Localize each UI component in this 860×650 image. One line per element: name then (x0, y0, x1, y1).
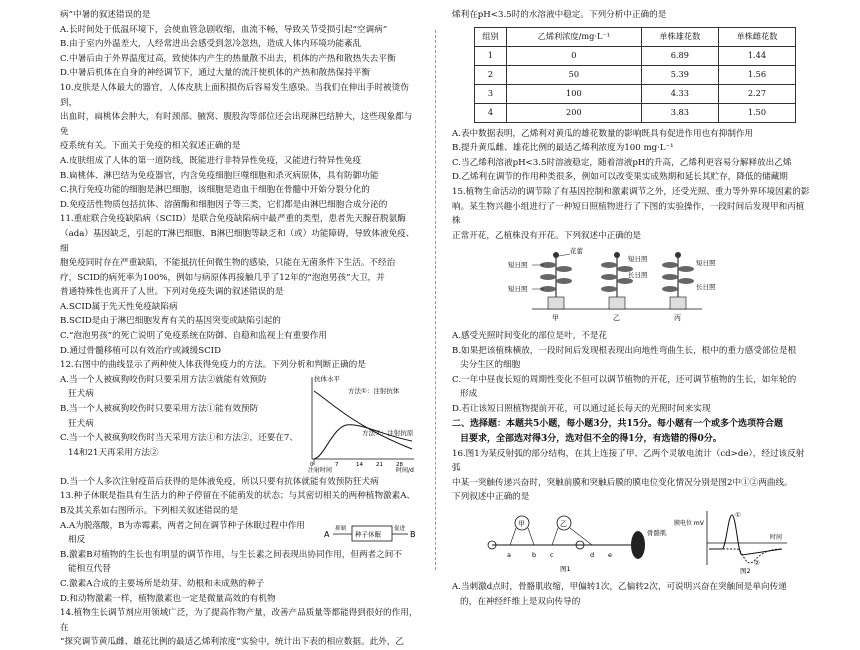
table-row (475, 84, 796, 103)
q15-stem: 正常开花，乙植株没有开花。下列叙述中正确的是 (452, 230, 642, 241)
q13-option-a: A.A为脱落酸，B为赤霉素，两者之间在调节种子休眠过程中作用 (60, 520, 305, 531)
y-axis-label: 抗体水平 (314, 374, 340, 383)
table-header: 单株雌花数 (718, 27, 795, 46)
point-c: c (550, 550, 554, 559)
short-day-label-4: 短日照 (696, 259, 716, 268)
q15-option-d: D.若让该短日照植物提前开花，可以通过延长每天的光照时间来实现 (452, 403, 711, 414)
muscle-label: 骨骼肌 (647, 528, 667, 537)
table-row (475, 65, 796, 84)
tick-0: 0 (310, 461, 314, 468)
q11-option-b: B.SCID是由于淋巴细胞发育有关的基因突变或缺陷引起的 (60, 316, 281, 327)
method2-label: 方法②：注射抗原 (362, 428, 414, 437)
left-column (60, 8, 420, 650)
q14-stem: 14.植物生长调节剂应用领域广泛，为了提高作物产量，改善产品质量等都能得到很好的作用，在 (60, 608, 418, 633)
right-column (452, 8, 812, 610)
point-a: a (507, 550, 511, 559)
q13-option-d: D.和动物激素一样，植物激素也一定是微量高效的有机物 (60, 593, 276, 604)
long-day-label-2: 长日照 (696, 283, 716, 292)
q13-option-b-cont: 能相互代替 (68, 564, 111, 575)
q12-option-b-cont: 狂犬病 (68, 418, 94, 429)
method1-label: 方法①：注射抗体 (348, 386, 400, 395)
q10-stem: 疫系统有关。下面关于免疫的相关叙述正确的是 (60, 141, 241, 152)
hormone-a: A (324, 529, 330, 539)
curve2-label: ② (754, 558, 760, 567)
figure2-caption: 图2 (740, 566, 751, 575)
q16-stem: 16.图1为某反射弧的部分结构，在其上连接了甲、乙两个灵敏电流计（cd>de），经过该反射弧 (452, 448, 805, 474)
table-row (475, 103, 796, 122)
table-header: 组别 (475, 27, 507, 46)
q15-option-a: A.感受光照时间变化的部位是叶，不是花 (452, 330, 608, 341)
injection-time-label: 注射时间 (308, 466, 333, 473)
figure1-caption: 图1 (560, 564, 571, 573)
short-day-label-2: 短日照 (508, 285, 528, 294)
q16-stem: 中某一突触传递兴奋时，突触前膜和突触后膜的膜电位变化情况分别是图2中①②两曲线。 (452, 477, 793, 488)
long-day-label-1: 长日照 (628, 271, 648, 280)
q11-stem: 普通特殊性也离开了人世。下列对免疫失调的叙述错误的是 (60, 287, 284, 298)
table-cell: 1 (475, 46, 507, 65)
table-header-row (475, 27, 796, 46)
plant-label-bing: 丙 (674, 314, 681, 323)
point-b: b (532, 550, 537, 559)
q14-option-d: D.乙烯利在调节的作用种类很多，例如可以改变果实成熟期和延长其贮存，降低的储藏期 (452, 172, 788, 183)
section-heading: 二、选择题：本题共5小题，每小题3分，共15分。每小题有一个或多个选项符合题 (452, 418, 784, 429)
table-cell: 200 (506, 103, 641, 122)
q10-stem: 10.皮肤是人体最大的器官，人体皮肤上面积损伤后容易发生感染。当我们在伸出手时被烫伤到， (60, 82, 409, 108)
antibody-curve-figure (302, 373, 420, 473)
q12-option-c-cont: 14和21天再采用方法② (68, 447, 159, 458)
flower-bud-label: 花蕾 (570, 247, 583, 256)
q14-option-c: C.当乙烯利溶液pH<3.5时溶液稳定，随着溶液pH的升高，乙烯利更容易分解释放出乙烯 (452, 157, 792, 168)
q15-stem: 15.植物生命活动的调节除了有基因控制和激素调节之外，还受光照、重力等外界环境因素的影 (452, 186, 810, 197)
q13-stem: B及其关系如右图所示。下列相关叙述错误的是 (60, 506, 239, 517)
q11-option-a: A.SCID属于先天性免疫缺陷病 (60, 301, 178, 312)
q13-option-a-cont: 相反 (68, 535, 86, 546)
q13-option-c: C.激素A合成的主要场所是幼芽、幼根和未成熟的种子 (60, 579, 265, 589)
option-c: C.中暑后由于外界温度过高，致使体内产生的热量散不出去，机体的产热和散热失去平衡 (60, 53, 396, 64)
q14-stem: “探究调节黄瓜雌、雄花比例的最适乙烯利浓度”实验中，统计出下表的相应数据。此外，乙 (60, 637, 404, 648)
tick-14: 14 (356, 461, 363, 468)
plant-photoperiod-figure (452, 243, 812, 323)
q14-option-a: A.表中数据表明，乙烯利对黄瓜的雄花数量的影响既具有促进作用也有抑制作用 (452, 128, 754, 139)
short-day-label-3: 短日照 (628, 255, 648, 264)
option-b: B.由于室内外温差大，人经常进出会感受到忽冷忽热，造成人体内环境功能紊乱 (60, 39, 362, 50)
q12-option-a: A.当一个人被疯狗咬伤时只要采用方法②就能有效预防 (60, 374, 267, 385)
q15-option-c-cont: 形成 (460, 389, 478, 400)
meter-jia: 甲 (518, 519, 525, 528)
q12-block (60, 373, 420, 475)
meter-yi: 乙 (560, 519, 567, 528)
q12-option-c: C.当一个人被疯狗咬伤时当天采用方法①和方法②，还要在7、 (60, 433, 298, 444)
q13-stem: 13.种子休眠是指具有生活力的种子停留在不能萌发的状态；与其密切相关的两种植物激素A、 (60, 491, 416, 502)
q13-block (60, 519, 420, 548)
table-cell: 6.89 (641, 46, 718, 65)
tick-21: 21 (376, 461, 383, 468)
option-d: D.中暑后机体在自身的神经调节下，通过大量的流汗使机体的产热和散热保持平衡 (60, 68, 371, 79)
q11-option-d: D.通过骨髓移植可以有效治疗或减缓SCID (60, 345, 221, 356)
table-cell: 3 (475, 84, 507, 103)
q16-stem: 下列叙述中正确的是 (452, 492, 530, 503)
q11-stem: （ada）基因缺乏，引起的T淋巴细胞、B淋巴细胞等缺乏和（或）功能障碍，导致体液免疫、细 (60, 228, 415, 254)
table-cell: 3.83 (641, 103, 718, 122)
q11-stem: 胞免疫同时存在严重缺陷，不能抵抗任何微生物的感染，只能在无菌条件下生活。不经治 (60, 258, 396, 269)
fig2-x-label: 时间 (770, 533, 783, 541)
table-cell: 100 (506, 84, 641, 103)
table-cell: 4 (475, 103, 507, 122)
x-axis-label: 时间/d (396, 466, 414, 473)
q10-option-b: B.扁桃体、淋巴结为免疫器官，内含免疫细胞巨噬细胞和杀灭病原体，具有防御功能 (60, 170, 379, 181)
inhibit-label: 促进 (394, 525, 406, 532)
q12-option-d: D.当一个人多次注射疫苗后获得的是体液免疫，所以只要有抗体就能有效预防狂犬病 (60, 476, 379, 487)
ethephon-table (474, 27, 796, 123)
promote-label: 抑制 (335, 525, 347, 532)
q12-option-b: B.当一个人被疯狗咬伤时只要采用方法①能有效预防 (60, 404, 259, 415)
plant-jia (540, 252, 572, 309)
plant-bing (662, 252, 694, 309)
table-header: 乙烯利浓度/mg·L⁻¹ (506, 27, 641, 46)
plant-label-jia: 甲 (552, 314, 559, 323)
q16-option-a: A.当刺激d点时，骨骼肌收缩，甲偏转1次，乙偏转2次，可说明兴奋在突触间是单向传递 (452, 582, 787, 593)
continued-line: 烯利在pH<3.5时的水溶液中稳定。下列分析中正确的是 (452, 10, 667, 20)
tick-28: 28 (396, 461, 403, 468)
q16-option-a-cont: 的，在神经纤维上是双向传导的 (460, 597, 581, 608)
table-cell: 1.50 (718, 103, 795, 122)
plant-label-yi: 乙 (613, 314, 620, 323)
short-day-label-1: 短日照 (508, 261, 528, 270)
q13-option-b: B.激素B对植物的生长也有明显的调节作用，与生长素之间表现出协同作用，但两者之间不 (60, 549, 402, 560)
point-d: d (590, 550, 595, 559)
reflex-arc-figure (452, 505, 812, 575)
table-cell: 1.56 (718, 65, 795, 84)
table-cell: 50 (506, 65, 641, 84)
table-cell: 2 (475, 65, 507, 84)
table-cell: 2.27 (718, 84, 795, 103)
table-cell: 4.33 (641, 84, 718, 103)
q10-option-a: A.皮肤组成了人体的第一道防线，既能进行非特异性免疫，又能进行特异性免疫 (60, 155, 362, 166)
seed-dormancy-box: 种子休眠 (355, 530, 381, 539)
point-e: e (608, 550, 612, 559)
q10-stem: 出血时，扁桃体会肿大，有时颈部、腋窝、腹股沟等部位还会出现淋巴结肿大，这些现象都与免 (60, 112, 413, 137)
q15-option-c: C.一年中昼夜长短的周期性变化不但可以调节植物的开花，还可调节植物的生长，如年轮的 (452, 374, 797, 385)
q11-option-c: C.“泡泡男孩”的死亡说明了免疫系统在防御、自稳和监视上有重要作用 (60, 331, 328, 342)
section-heading-cont: 目要求，全部选对得3分，选对但不全的得1分，有选错的得0分。 (460, 433, 722, 444)
tick-7: 7 (335, 461, 339, 468)
q10-option-c: C.执行免疫功能的细胞是淋巴细胞，该细胞是造血干细胞在骨髓中开始分裂分化的 (60, 185, 370, 196)
hormone-diagram (322, 521, 420, 547)
continued-line: 病”中暑的叙述错误的是 (60, 10, 151, 20)
table-cell: 0 (506, 46, 641, 65)
q12-option-a-cont: 狂犬病 (68, 389, 94, 400)
table-header: 单株雄花数 (641, 27, 718, 46)
q14-option-b: B.提升黄瓜雌、雄花比例的最适乙烯利浓度为100 mg·L⁻¹ (452, 143, 674, 154)
q10-option-d: D.免疫活性物质包括抗体、溶菌酶和细胞因子等三类，它们都是由淋巴细胞合成分泌的 (60, 199, 388, 210)
option-a: A.长时间处于低温环境下，会使血管急剧收缩，血流不畅，导致关节受损引起“空调病” (60, 24, 388, 35)
column-divider (435, 30, 436, 570)
q11-stem: 疗，SCID的病死率为100%，例如与病原体再接触几乎了12年的“泡泡男孩”大卫，并 (60, 272, 385, 283)
table-row (475, 46, 796, 65)
q15-option-b: B.如果把该植株横放，一段时间后发现根表现出向地性弯曲生长，根中的重力感受部位是根 (452, 345, 797, 356)
fig2-y-label: 膜电位 mV (674, 519, 704, 527)
q11-stem: 11.重症联合免疫缺陷病（SCID）是联合免疫缺陷病中最严重的类型，患者先天腺苷脱氨酶 (60, 214, 406, 225)
hormone-b: B (410, 529, 416, 539)
q15-option-b-cont: 尖分生区的细胞 (460, 360, 521, 371)
q12-stem: 12.右图中的曲线显示了两种使人体获得免疫力的方法。下列分析和判断正确的是 (60, 360, 366, 371)
curve1-label: ① (735, 510, 741, 519)
table-cell: 5.39 (641, 65, 718, 84)
q15-stem: 响。某生物兴趣小组进行了一种短日照植物进行了下图的实验操作，一段时间后发现甲和丙植株 (452, 201, 805, 227)
table-cell: 1.44 (718, 46, 795, 65)
